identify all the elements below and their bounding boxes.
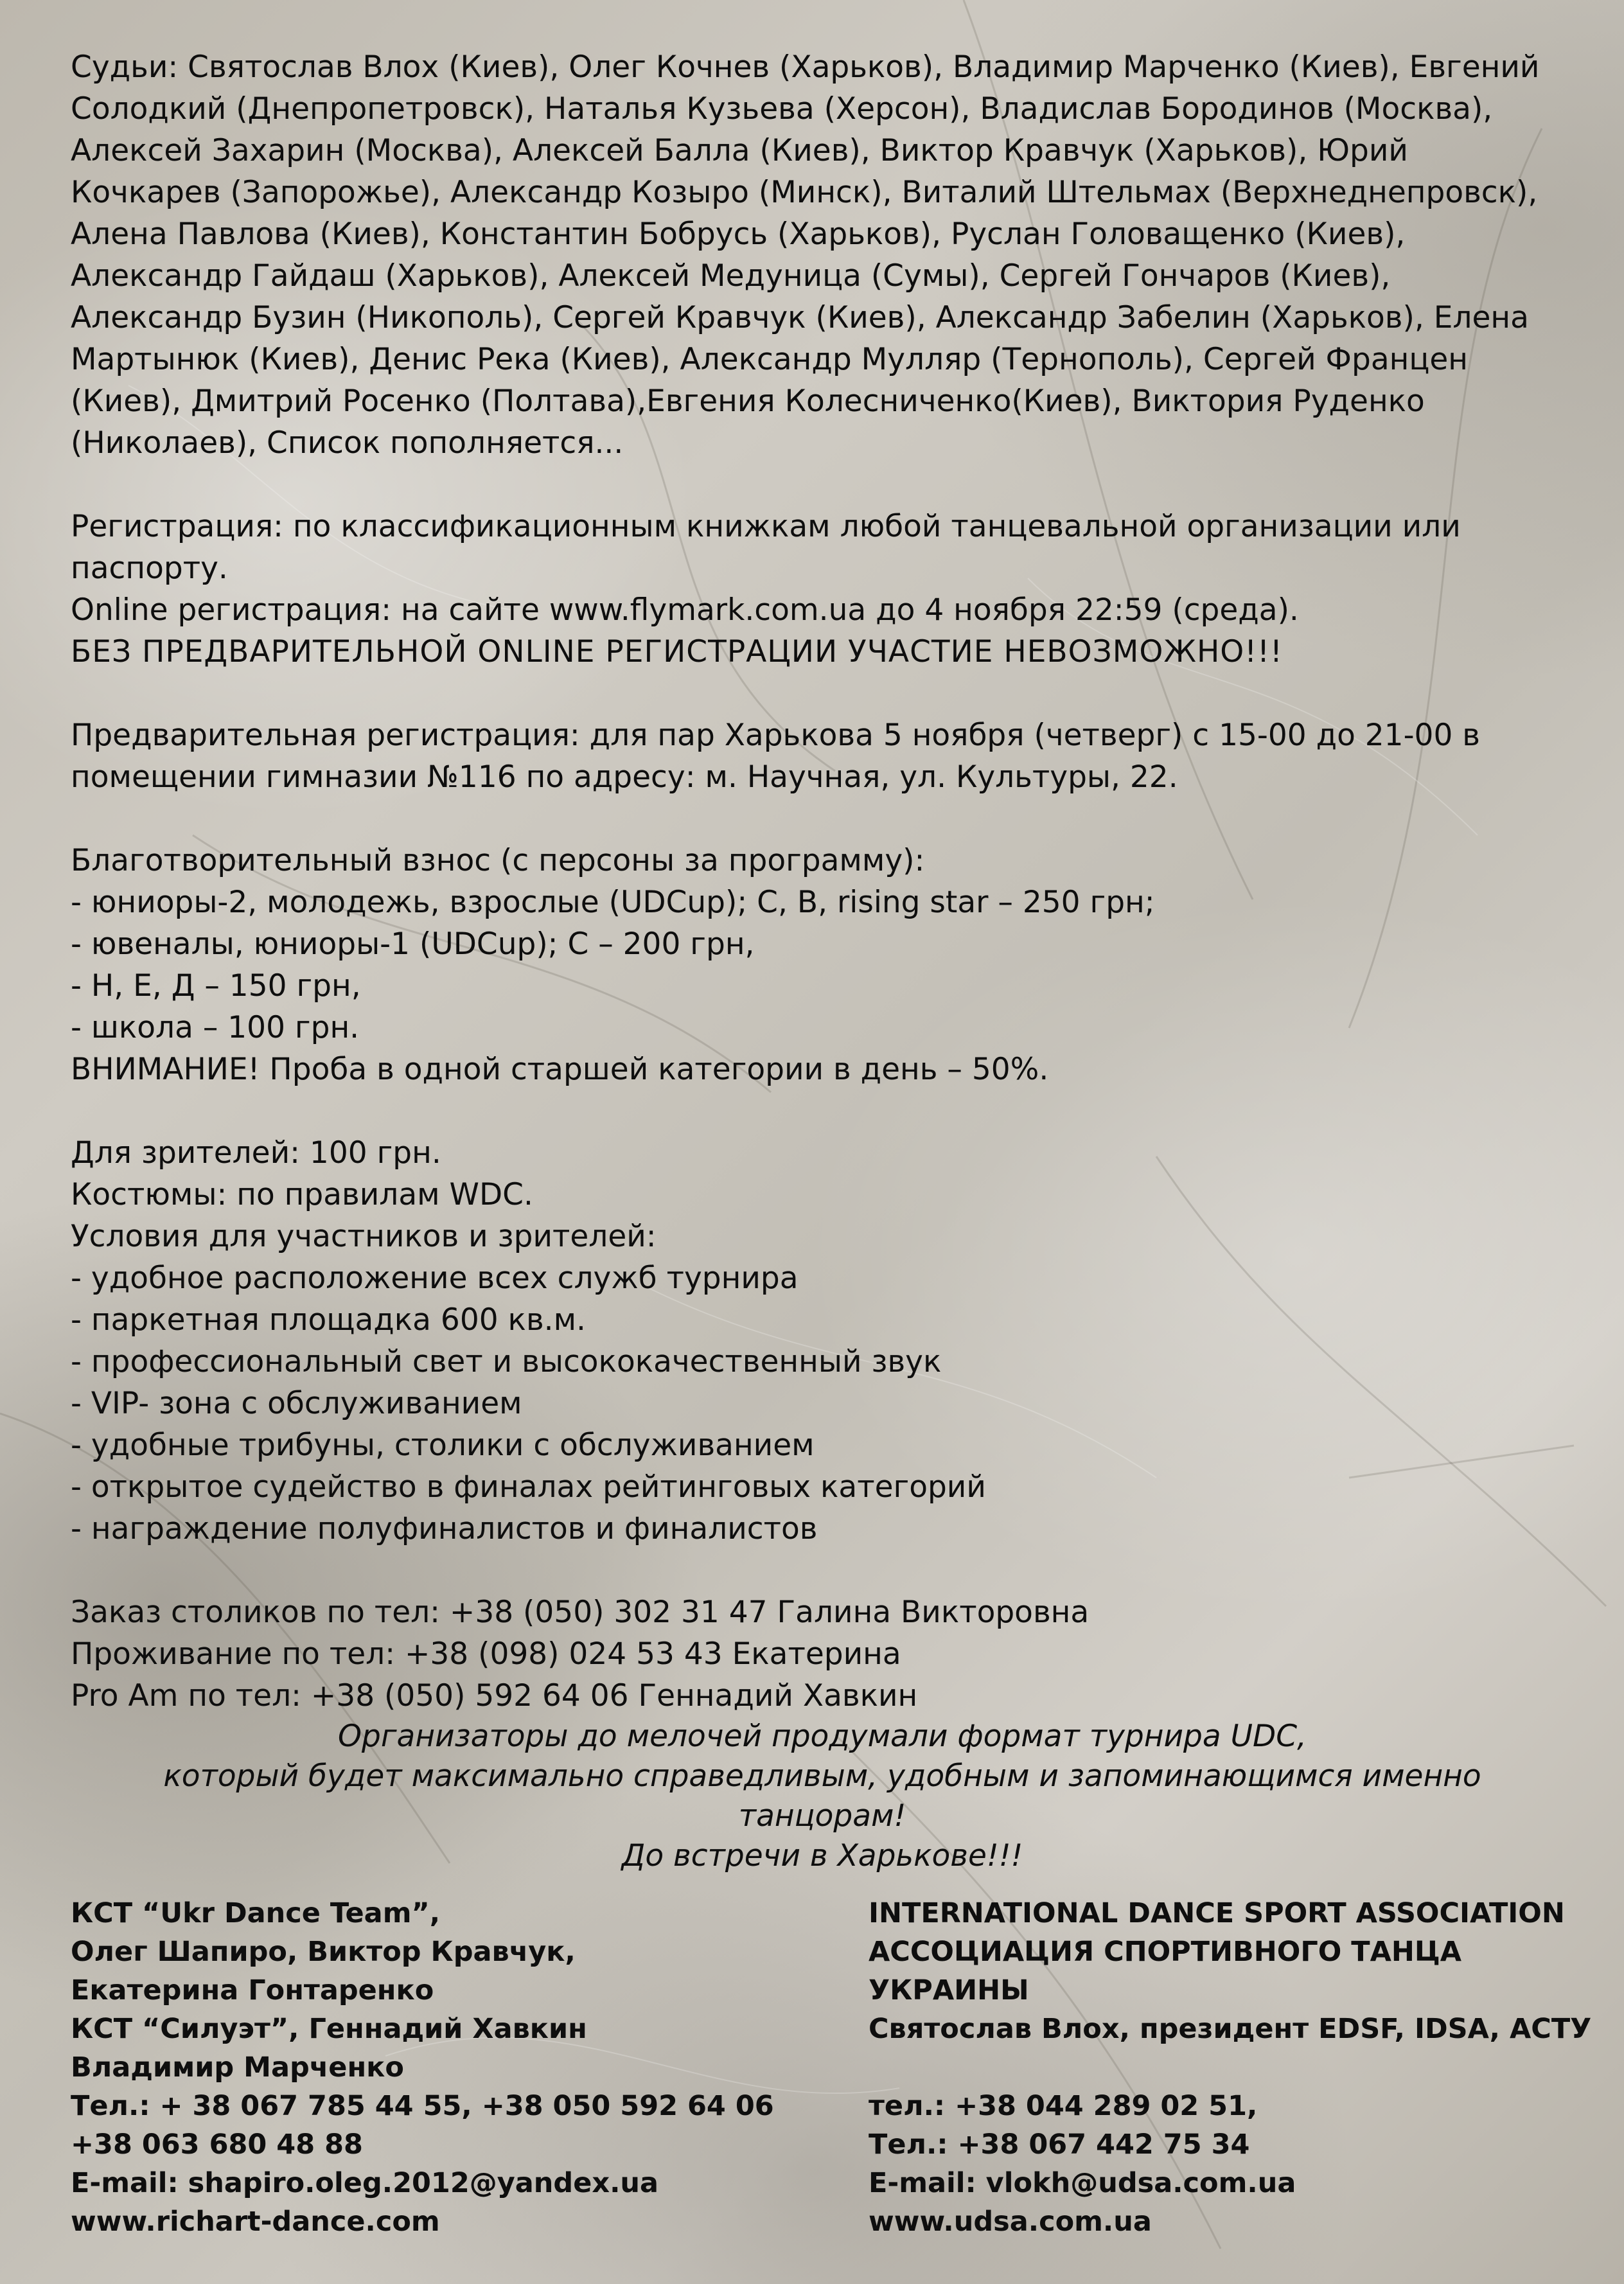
phones-paragraph: [71, 1591, 1574, 1717]
pre-registration-line: Предварительная регистрация: для пар Харькова 5 ноября (четверг) с 15-00 до 21-00 в: [71, 718, 1480, 753]
association-name: УКРАИНЫ: [869, 1974, 1029, 2006]
closing-message: [71, 1717, 1574, 1876]
contact-phone: Тел.: +38 067 442 75 34: [869, 2129, 1250, 2161]
organizer-contacts: [71, 1894, 842, 2241]
contact-email: E-mail: shapiro.oleg.2012@yandex.ua: [71, 2167, 659, 2199]
association-name: АССОЦИАЦИЯ СПОРТИВНОГО ТАНЦА: [869, 1936, 1462, 1968]
contact-line: КСТ “Силуэт”, Геннадий Хавкин: [71, 2013, 587, 2045]
contact-line: Владимир Марченко: [71, 2051, 404, 2084]
judges-line: Алексей Захарин (Москва), Алексей Балла (Киев), Виктор Кравчук (Харьков), Юрий: [71, 133, 1408, 168]
registration-paragraph: [71, 506, 1574, 673]
conditions-paragraph: [71, 1132, 1574, 1550]
conditions-heading: Условия для участников и зрителей:: [71, 1219, 657, 1254]
condition-item: - награждение полуфиналистов и финалистов: [71, 1511, 818, 1546]
phone-line: Pro Am по тел: +38 (050) 592 64 06 Геннадий Хавкин: [71, 1678, 918, 1713]
contact-line: Екатерина Гонтаренко: [71, 1974, 434, 2006]
judges-line: Александр Бузин (Никополь), Сергей Кравчук (Киев), Александр Забелин (Харьков), Елена: [71, 300, 1529, 335]
contact-email: E-mail: vlokh@udsa.com.ua: [869, 2167, 1296, 2199]
contact-line: КСТ “Ukr Dance Team”,: [71, 1897, 441, 1929]
fee-notice: ВНИМАНИЕ! Проба в одной старшей категории в день – 50%.: [71, 1052, 1049, 1087]
spacer: [869, 2048, 1575, 2087]
fee-item: - школа – 100 грн.: [71, 1010, 360, 1045]
judges-paragraph: [71, 46, 1574, 464]
association-president: Святослав Влох, президент EDSF, IDSA, АСТУ: [869, 2013, 1592, 2045]
contact-phone: Тел.: + 38 067 785 44 55, +38 050 592 64 06: [71, 2090, 774, 2122]
judges-line: Алена Павлова (Киев), Константин Бобрусь (Харьков), Руслан Головащенко (Киев),: [71, 217, 1406, 252]
closing-line: Организаторы до мелочей продумали формат турнира UDC,: [338, 1719, 1307, 1754]
judges-line: Александр Гайдаш (Харьков), Алексей Медуница (Сумы), Сергей Гончаров (Киев),: [71, 258, 1391, 294]
registration-line: Регистрация: по классификационным книжкам любой танцевальной организации или: [71, 509, 1461, 544]
contact-line: Олег Шапиро, Виктор Кравчук,: [71, 1936, 576, 1968]
condition-item: - паркетная площадка 600 кв.м.: [71, 1302, 586, 1338]
judges-line: Мартынюк (Киев), Денис Река (Киев), Александр Мулляр (Тернополь), Сергей Францен: [71, 342, 1469, 377]
registration-line: паспорту.: [71, 551, 228, 586]
fee-item: - юниоры-2, молодежь, взрослые (UDCup); С, В, rising star – 250 грн;: [71, 885, 1155, 920]
closing-line: До встречи в Харькове!!!: [621, 1838, 1023, 1873]
costumes-rule: Костюмы: по правилам WDC.: [71, 1177, 533, 1212]
spectator-fee: Для зрителей: 100 грн.: [71, 1135, 441, 1171]
registration-warning: БЕЗ ПРЕДВАРИТЕЛЬНОЙ ONLINE РЕГИСТРАЦИИ УЧАСТИЕ НЕВОЗМОЖНО!!!: [71, 634, 1283, 669]
contact-phone: тел.: +38 044 289 02 51,: [869, 2090, 1258, 2122]
judges-line: (Николаев), Список пополняется...: [71, 425, 624, 461]
contact-phone: +38 063 680 48 88: [71, 2129, 363, 2161]
association-contacts: [869, 1894, 1592, 2241]
condition-item: - удобное расположение всех служб турнира: [71, 1261, 799, 1296]
closing-line: танцорам!: [738, 1798, 906, 1834]
flyer-body: [71, 46, 1574, 1876]
phone-line: Проживание по тел: +38 (098) 024 53 43 Екатерина: [71, 1636, 901, 1672]
condition-item: - удобные трибуны, столики с обслуживанием: [71, 1428, 815, 1463]
fees-paragraph: [71, 840, 1574, 1090]
online-registration-line: Online регистрация: на сайте www.flymark.com.ua до 4 ноября 22:59 (среда).: [71, 592, 1299, 628]
condition-item: - открытое судейство в финалах рейтинговых категорий: [71, 1469, 986, 1505]
contact-website: www.udsa.com.ua: [869, 2206, 1152, 2238]
fee-item: - ювеналы, юниоры-1 (UDCup); С – 200 грн,: [71, 926, 755, 962]
judges-line: (Киев), Дмитрий Росенко (Полтава),Евгения Колесниченко(Киев), Виктория Руденко: [71, 384, 1425, 419]
phone-line: Заказ столиков по тел: +38 (050) 302 31 47 Галина Викторовна: [71, 1595, 1090, 1630]
pre-registration-paragraph: [71, 714, 1574, 798]
contact-website: www.richart-dance.com: [71, 2206, 440, 2238]
judges-line: Судьи: Святослав Влох (Киев), Олег Кочнев (Харьков), Владимир Марченко (Киев), Евгений: [71, 49, 1540, 85]
judges-line: Солодкий (Днепропетровск), Наталья Кузьева (Херсон), Владислав Бородинов (Москва),: [71, 91, 1493, 127]
association-name: INTERNATIONAL DANCE SPORT ASSOCIATION: [869, 1897, 1565, 1929]
fee-item: - Н, Е, Д – 150 грн,: [71, 968, 361, 1004]
pre-registration-line: помещении гимназии №116 по адресу: м. Научная, ул. Культуры, 22.: [71, 759, 1178, 795]
condition-item: - VIP- зона с обслуживанием: [71, 1386, 522, 1421]
condition-item: - профессиональный свет и высококачественный звук: [71, 1344, 942, 1379]
closing-line: который будет максимально справедливым, удобным и запоминающимся именно: [163, 1758, 1481, 1794]
fees-heading: Благотворительный взнос (с персоны за программу):: [71, 843, 925, 878]
judges-line: Кочкарев (Запорожье), Александр Козыро (Минск), Виталий Штельмах (Верхнеднепровск),: [71, 175, 1538, 210]
